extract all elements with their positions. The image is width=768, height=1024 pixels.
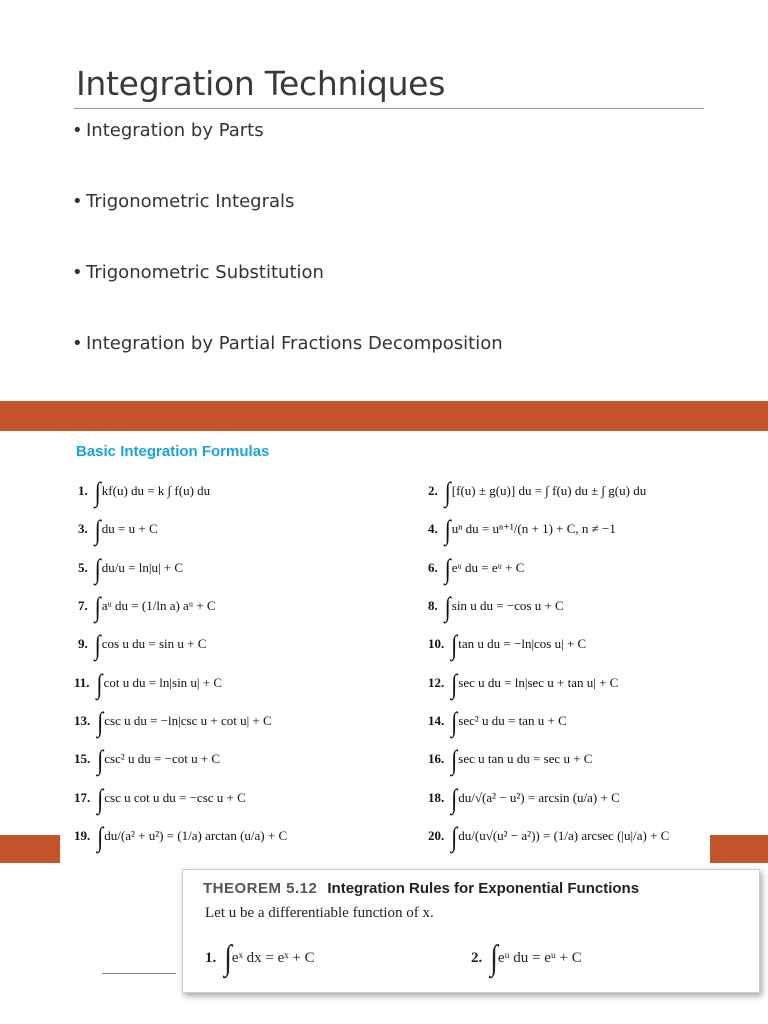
- formula-4: 4. ∫uⁿ du = uⁿ⁺¹/(n + 1) + C, n ≠ −1: [428, 513, 616, 546]
- formula-12: 12. ∫sec u du = ln|sec u + tan u| + C: [428, 667, 619, 700]
- formula-15: 15. ∫csc² u du = −cot u + C: [74, 743, 221, 776]
- accent-band-left: [0, 835, 60, 863]
- theorem-label: THEOREM 5.12: [203, 880, 318, 897]
- theorem-statement: Let u be a differentiable function of x.: [205, 905, 434, 921]
- theorem-heading: [203, 880, 639, 897]
- list-item: • Trigonometric Integrals: [72, 191, 295, 212]
- list-item: • Trigonometric Substitution: [72, 262, 324, 283]
- formula-9: 9. ∫cos u du = sin u + C: [78, 628, 207, 661]
- formula-2: 2. ∫[f(u) ± g(u)] du = ∫ f(u) du ± ∫ g(u) du: [428, 475, 647, 508]
- list-item: • Integration by Partial Fractions Decomposition: [72, 333, 503, 354]
- formula-6: 6. ∫eᵘ du = eᵘ + C: [428, 552, 525, 585]
- theorem-title: Integration Rules for Exponential Functions: [327, 880, 640, 897]
- accent-band: [0, 401, 768, 431]
- formula-7: 7. ∫aᵘ du = (1/ln a) aᵘ + C: [78, 590, 216, 623]
- formula-17: 17. ∫csc u cot u du = −csc u + C: [74, 782, 246, 815]
- formula-18: 18. ∫du/√(a² − u²) = arcsin (u/a) + C: [428, 782, 620, 815]
- title-underline: [74, 108, 704, 109]
- slide-title: Integration Techniques: [76, 64, 446, 103]
- formula-16: 16. ∫sec u tan u du = sec u + C: [428, 743, 593, 776]
- list-item: • Integration by Parts: [72, 120, 264, 141]
- theorem-rule-1: 1. ∫eˣ dx = eˣ + C: [205, 938, 315, 978]
- theorem-rule-2: 2. ∫eᵘ du = eᵘ + C: [471, 938, 582, 978]
- accent-band-right: [710, 835, 768, 863]
- formula-10: 10. ∫tan u du = −ln|cos u| + C: [428, 628, 587, 661]
- formula-table: [60, 431, 710, 863]
- theorem-box: [182, 869, 760, 993]
- formula-heading: Basic Integration Formulas: [76, 443, 270, 460]
- technique-list: [72, 118, 503, 402]
- formula-19: 19. ∫du/(a² + u²) = (1/a) arctan (u/a) + C: [74, 820, 288, 853]
- footer-divider: [102, 973, 176, 974]
- formula-11: 11. ∫cot u du = ln|sin u| + C: [74, 667, 223, 700]
- formula-1: 1. ∫kf(u) du = k ∫ f(u) du: [78, 475, 211, 508]
- formula-13: 13. ∫csc u du = −ln|csc u + cot u| + C: [74, 705, 272, 738]
- formula-20: 20. ∫du/(u√(u² − a²)) = (1/a) arcsec (|u|/a) + C: [428, 820, 670, 853]
- formula-3: 3. ∫du = u + C: [78, 513, 158, 546]
- formula-8: 8. ∫sin u du = −cos u + C: [428, 590, 564, 623]
- formula-14: 14. ∫sec² u du = tan u + C: [428, 705, 567, 738]
- formula-5: 5. ∫du/u = ln|u| + C: [78, 552, 184, 585]
